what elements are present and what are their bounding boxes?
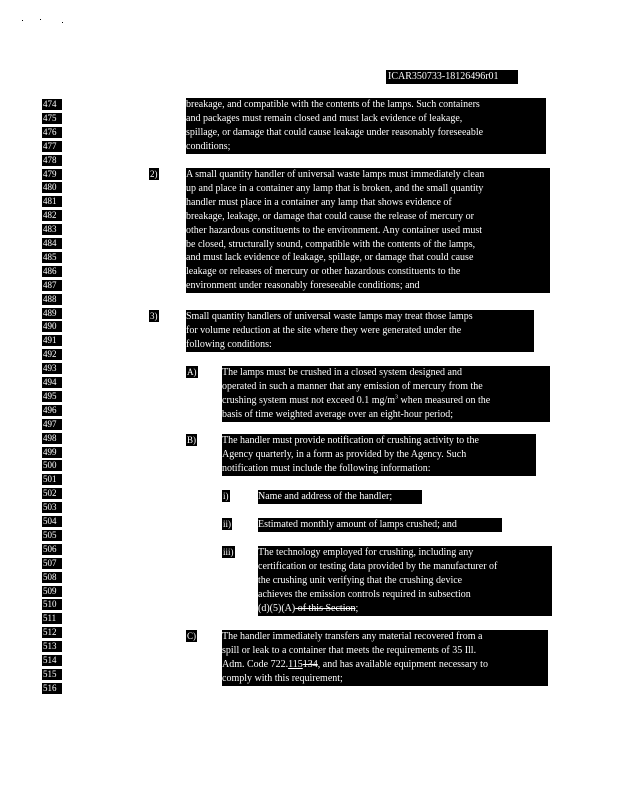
text-line: basis of time weighted average over an eight-hour period; bbox=[222, 408, 454, 420]
item-b-iii-paragraph bbox=[258, 546, 552, 616]
line-number: 486 bbox=[42, 266, 62, 277]
text-line: Name and address of the handler; bbox=[258, 491, 393, 502]
line-number: 484 bbox=[42, 238, 62, 249]
struck-text: 134 bbox=[302, 658, 318, 670]
item-a-paragraph bbox=[222, 366, 550, 422]
text-fragment: (d)(5)(A) bbox=[258, 602, 296, 614]
line-number: 491 bbox=[42, 335, 62, 346]
inserted-text: 115 bbox=[288, 658, 303, 670]
line-number: 516 bbox=[42, 683, 62, 694]
text-line: be closed, structurally sound, compatible with the contents of the lamps, bbox=[186, 238, 476, 250]
text-line: other hazardous constituents to the environment. Any container used must bbox=[186, 224, 483, 236]
text-line: spill or leak to a container that meets the requirements of 35 Ill. bbox=[222, 644, 477, 656]
line-number: 507 bbox=[42, 558, 62, 569]
line-number: 489 bbox=[42, 308, 62, 319]
item-2-label: 2) bbox=[150, 169, 158, 179]
scan-specks bbox=[22, 16, 68, 24]
line-number: 479 bbox=[42, 169, 62, 180]
text-line: breakage, leakage, or damage that could cause the release of mercury or bbox=[186, 210, 474, 222]
line-number: 497 bbox=[42, 419, 62, 430]
text-line bbox=[222, 394, 550, 408]
item-c-label: C) bbox=[187, 631, 196, 641]
line-number: 493 bbox=[42, 363, 62, 374]
text-line: notification must include the following information: bbox=[222, 462, 431, 474]
line-number: 490 bbox=[42, 321, 62, 332]
line-number: 515 bbox=[42, 669, 62, 680]
line-number: 482 bbox=[42, 210, 62, 221]
text-line: The technology employed for crushing, including any bbox=[258, 547, 474, 558]
line-number: 513 bbox=[42, 641, 62, 652]
text-line: achieves the emission controls required in subsection bbox=[258, 588, 471, 600]
line-number: 487 bbox=[42, 280, 62, 291]
line-number: 478 bbox=[42, 155, 62, 166]
text-fragment: Adm. Code 722. bbox=[222, 658, 289, 670]
item-a-label: A) bbox=[187, 367, 197, 377]
item-b-ii-label: ii) bbox=[223, 519, 231, 529]
item-b-iii-label: iii) bbox=[223, 547, 234, 557]
text-line: and packages must remain closed and must lack evidence of leakage, bbox=[186, 112, 463, 124]
line-number: 485 bbox=[42, 252, 62, 263]
text-line: The handler immediately transfers any material recovered from a bbox=[222, 631, 483, 642]
line-number: 502 bbox=[42, 488, 62, 499]
text-line: Small quantity handlers of universal waste lamps may treat those lamps bbox=[186, 311, 473, 322]
document-code-header: ICAR350733-18126496r01 bbox=[386, 70, 518, 84]
text-line: for volume reduction at the site where they were generated under the bbox=[186, 324, 462, 336]
line-number: 514 bbox=[42, 655, 62, 666]
line-number: 498 bbox=[42, 433, 62, 444]
text-line: handler must place in a container any lamp that shows evidence of bbox=[186, 196, 452, 208]
item-b-ii-text bbox=[258, 518, 502, 532]
item-b-label: B) bbox=[187, 435, 196, 445]
text-line: comply with this requirement; bbox=[222, 672, 343, 684]
text-line: certification or testing data provided by the manufacturer of bbox=[258, 560, 498, 572]
line-number: 481 bbox=[42, 196, 62, 207]
line-number: 506 bbox=[42, 544, 62, 555]
text-fragment: , and has available equipment necessary to bbox=[317, 658, 488, 670]
text-line: up and place in a container any lamp that is broken, and the small quantity bbox=[186, 182, 484, 194]
text-line: the crushing unit verifying that the crushing device bbox=[258, 574, 463, 586]
line-number: 509 bbox=[42, 586, 62, 597]
text-line: Agency quarterly, in a form as provided by the Agency. Such bbox=[222, 448, 467, 460]
line-number: 511 bbox=[42, 613, 62, 624]
item-b-i-label: i) bbox=[223, 491, 229, 501]
line-number: 499 bbox=[42, 447, 62, 458]
text-line: leakage or releases of mercury or other hazardous constituents to the bbox=[186, 266, 461, 278]
line-number: 480 bbox=[42, 182, 62, 193]
line-number: 505 bbox=[42, 530, 62, 541]
text-line: operated in such a manner that any emission of mercury from the bbox=[222, 380, 483, 392]
item-c-paragraph bbox=[222, 630, 548, 686]
line-number: 475 bbox=[42, 113, 62, 124]
item-b-i-text bbox=[258, 490, 422, 504]
line-number: 500 bbox=[42, 460, 62, 471]
line-number: 504 bbox=[42, 516, 62, 527]
line-number: 512 bbox=[42, 627, 62, 638]
item-3-label: 3) bbox=[150, 311, 158, 321]
item-b-paragraph bbox=[222, 434, 536, 476]
line-number: 503 bbox=[42, 502, 62, 513]
text-line: The handler must provide notification of crushing activity to the bbox=[222, 435, 479, 446]
line-number: 477 bbox=[42, 141, 62, 152]
text-line: breakage, and compatible with the contents of the lamps. Such containers bbox=[186, 99, 480, 110]
line-number: 474 bbox=[42, 99, 62, 110]
text-line bbox=[258, 602, 382, 616]
text-line: spillage, or damage that could cause leakage under reasonably foreseeable bbox=[186, 126, 484, 138]
struck-text: of this Section bbox=[295, 602, 356, 614]
line-number: 501 bbox=[42, 474, 62, 485]
text-line: A small quantity handler of universal waste lamps must immediately clean bbox=[186, 169, 485, 180]
continued-paragraph bbox=[186, 98, 546, 154]
line-number: 495 bbox=[42, 391, 62, 402]
item-3-paragraph bbox=[186, 310, 534, 352]
text-line: environment under reasonably foreseeable conditions; and bbox=[186, 280, 420, 292]
line-number: 476 bbox=[42, 127, 62, 138]
line-number: 496 bbox=[42, 405, 62, 416]
line-number: 494 bbox=[42, 377, 62, 388]
superscript: 3 bbox=[395, 394, 399, 401]
text-fragment: crushing system must not exceed 0.1 mg/m bbox=[222, 394, 396, 406]
text-line bbox=[222, 658, 548, 672]
text-fragment: ; bbox=[355, 602, 359, 614]
line-number: 510 bbox=[42, 599, 62, 610]
text-line: conditions; bbox=[186, 140, 231, 152]
line-number: 488 bbox=[42, 294, 62, 305]
text-line: Estimated monthly amount of lamps crushed; and bbox=[258, 519, 457, 530]
text-fragment: when measured on the bbox=[398, 394, 491, 406]
item-2-paragraph bbox=[186, 168, 550, 293]
text-line: and must lack evidence of leakage, spillage, or damage that could cause bbox=[186, 252, 474, 264]
line-number: 483 bbox=[42, 224, 62, 235]
text-line: The lamps must be crushed in a closed system designed and bbox=[222, 367, 462, 378]
text-line: following conditions: bbox=[186, 338, 272, 350]
line-number: 492 bbox=[42, 349, 62, 360]
line-number: 508 bbox=[42, 572, 62, 583]
